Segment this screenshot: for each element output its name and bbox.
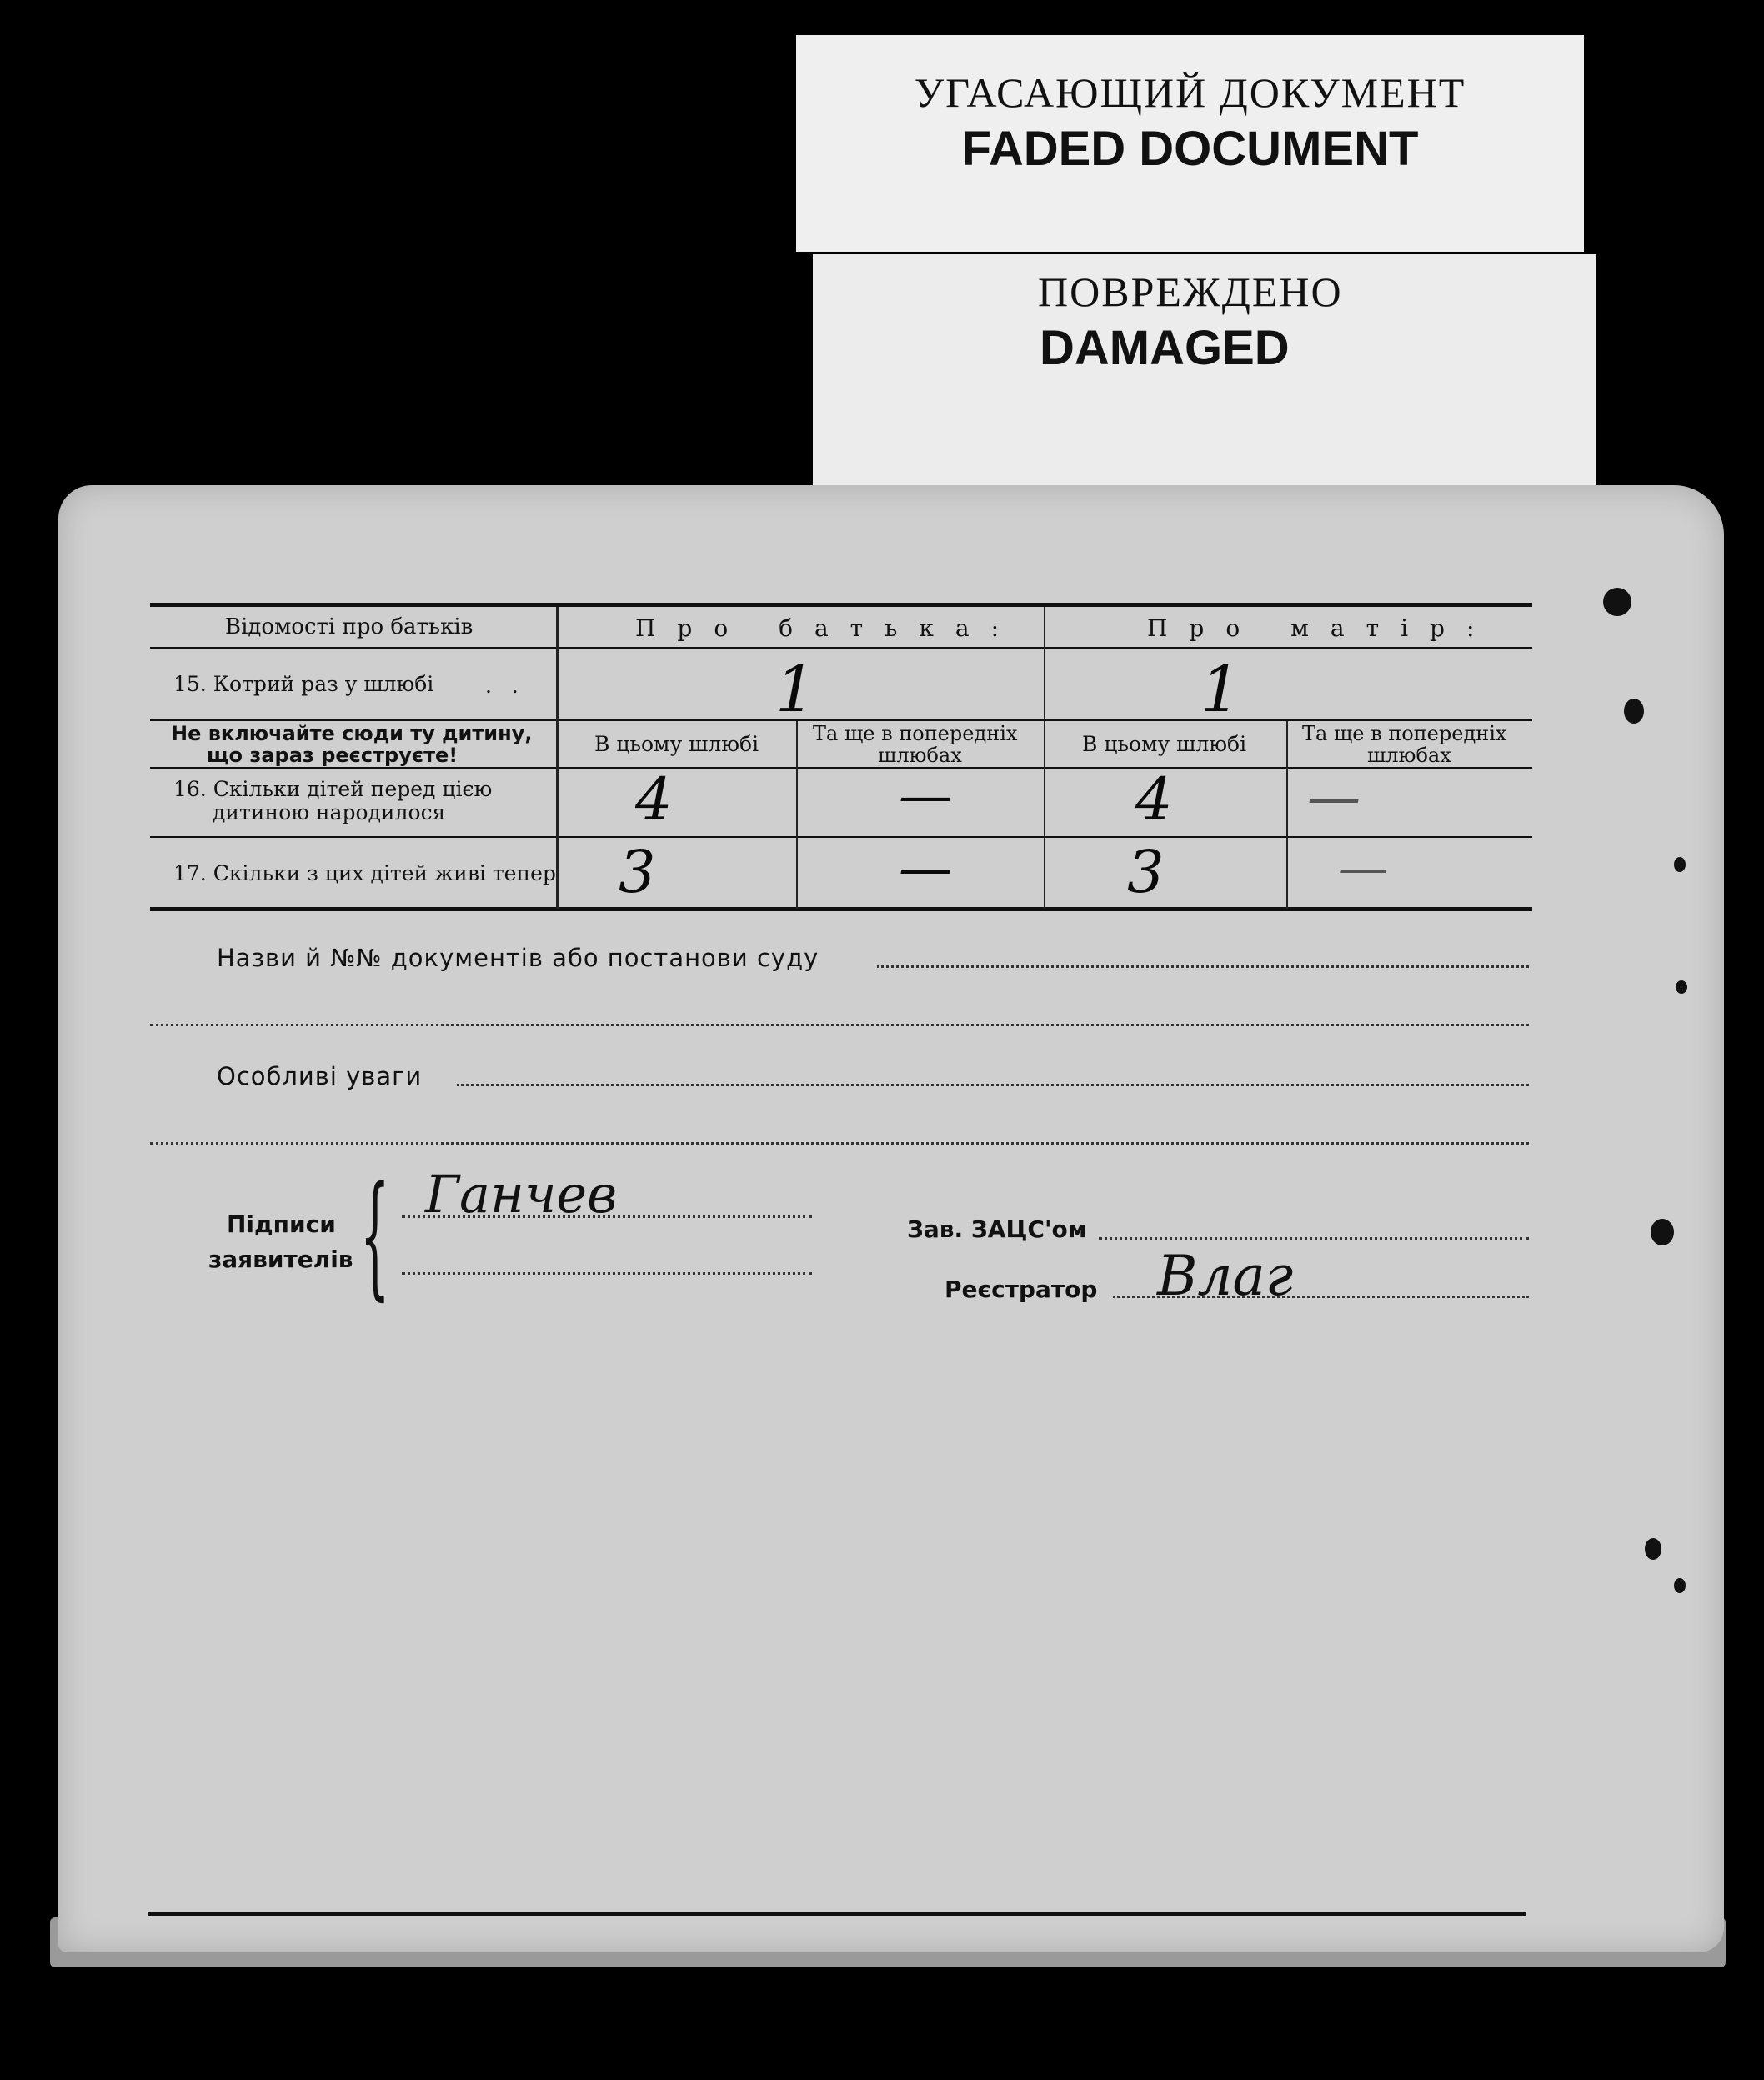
punch-hole — [1674, 857, 1686, 872]
punch-hole — [1676, 980, 1687, 994]
father-prev-marriages-header-1: Та ще в попередніх — [813, 722, 1018, 745]
father-this-marriage-header: В цьому шлюбі — [594, 732, 759, 756]
table-rule — [150, 719, 1532, 721]
remarks-fill-line — [457, 1084, 1529, 1086]
faded-stamp-en: FADED DOCUMENT — [961, 122, 1419, 176]
head-signature-line — [1099, 1237, 1529, 1240]
signatures-label-2: заявителів — [208, 1245, 353, 1273]
table-column-divider — [1286, 721, 1288, 909]
table-top-rule — [150, 603, 1532, 607]
registrar-signature: Влаг — [1157, 1244, 1294, 1308]
signatures-label-1: Підписи — [227, 1210, 336, 1238]
note-line2: що зараз реєструєте! — [207, 744, 459, 767]
row15-label: 15. Котрий раз у шлюбі — [173, 672, 434, 696]
row16-father-prev: — — [899, 765, 952, 827]
registrar-label: Реєстратор — [945, 1276, 1098, 1303]
applicant-signature-line-2 — [402, 1272, 812, 1275]
documents-fill-line-2 — [150, 1024, 1529, 1026]
table-header-label: Відомості про батьків — [225, 614, 474, 639]
note-line1: Не включайте сюди ту дитину, — [171, 722, 533, 745]
head-label: Зав. ЗАЦС'ом — [907, 1215, 1087, 1243]
row16-label-1: 16. Скільки дітей перед цією — [173, 777, 493, 801]
table-rule — [150, 647, 1532, 649]
punch-hole — [1674, 1578, 1686, 1593]
row15-dots: . . — [485, 674, 519, 698]
mother-this-marriage-header: В цьому шлюбі — [1082, 732, 1247, 756]
damaged-stamp-en: DAMAGED — [1040, 321, 1290, 375]
remarks-label: Особливі уваги — [217, 1062, 423, 1090]
row17-label: 17. Скільки з цих дітей живі тепер — [173, 861, 556, 885]
mother-prev-marriages-header-2: шлюбах — [1367, 744, 1451, 767]
table-column-divider — [556, 607, 559, 909]
row16-father-this: 4 — [635, 765, 673, 834]
row16-label-2: дитиною народилося — [213, 800, 446, 824]
bottom-rule — [148, 1912, 1526, 1916]
faded-document-stamp — [796, 35, 1584, 252]
row15-father-value: 1 — [775, 652, 816, 726]
signatures-brace: { — [360, 1157, 390, 1313]
row17-father-prev: — — [899, 838, 952, 900]
punch-hole — [1603, 588, 1631, 616]
father-prev-marriages-header-2: шлюбах — [878, 744, 962, 767]
row17-mother-prev: — — [1338, 839, 1388, 897]
punch-hole — [1645, 1538, 1661, 1560]
row17-father-this: 3 — [619, 838, 656, 906]
mother-header: Про матір: — [1147, 614, 1496, 642]
row17-mother-this: 3 — [1127, 838, 1165, 906]
table-column-divider — [796, 721, 798, 909]
applicant-signature: Ганчев — [425, 1164, 618, 1225]
damaged-stamp-ru: ПОВРЕЖДЕНО — [1038, 268, 1343, 315]
table-column-divider — [1044, 607, 1045, 909]
documents-label: Назви й №№ документів або постанови суду — [217, 944, 819, 972]
documents-fill-line — [877, 965, 1529, 968]
punch-hole — [1624, 699, 1644, 724]
row16-mother-prev: — — [1307, 767, 1361, 829]
punch-hole — [1651, 1219, 1674, 1245]
table-bottom-rule — [150, 907, 1532, 911]
remarks-fill-line-2 — [150, 1142, 1529, 1145]
mother-prev-marriages-header-1: Та ще в попередніх — [1302, 722, 1507, 745]
damaged-document-stamp — [813, 254, 1596, 488]
faded-stamp-ru: УГАСАЮЩИЙ ДОКУМЕНТ — [914, 69, 1466, 116]
row15-mother-value: 1 — [1200, 652, 1241, 726]
row16-mother-this: 4 — [1135, 765, 1173, 834]
table-rule — [150, 836, 1532, 838]
father-header: Про батька: — [635, 614, 1021, 642]
